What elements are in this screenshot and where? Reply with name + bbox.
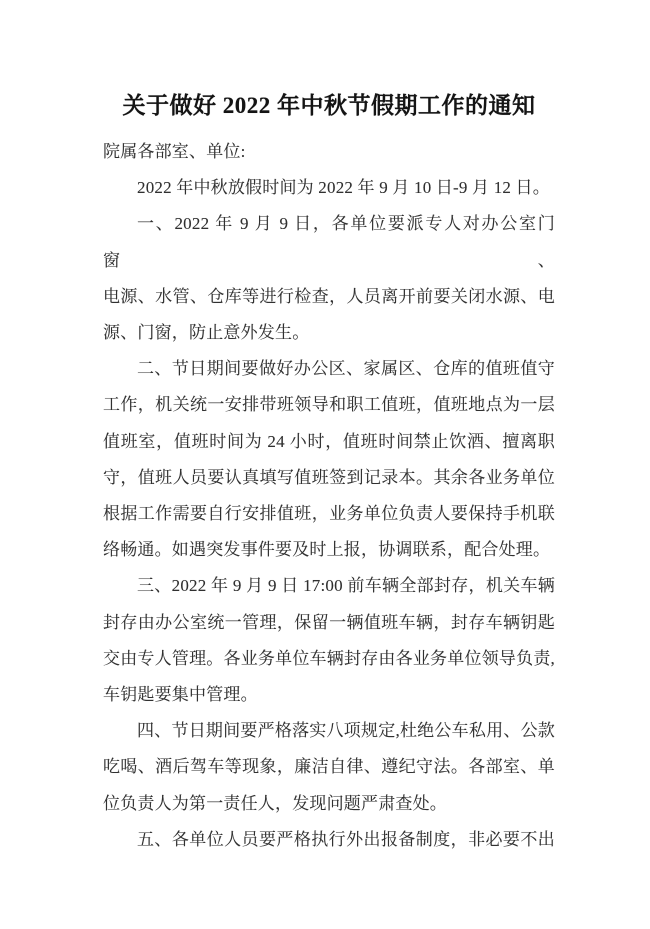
document-line: 络畅通。如遇突发事件要及时上报，协调联系，配合处理。 — [103, 540, 551, 560]
document-line: 二、节日期间要做好办公区、家属区、仓库的值班值守 — [137, 359, 555, 379]
document-line: 吃喝、酒后驾车等现象，廉洁自律、遵纪守法。各部室、单 — [103, 757, 555, 777]
document-line: 四、节日期间要严格落实八项规定,杜绝公车私用、公款 — [137, 721, 555, 741]
document-content — [103, 84, 555, 858]
document-line: 五、各单位人员要严格执行外出报备制度，非必要不出 — [137, 829, 555, 849]
document-line: 封存由办公室统一管理，保留一辆值班车辆，封存车辆钥匙 — [103, 612, 555, 632]
document-line: 源、门窗，防止意外发生。 — [103, 323, 310, 343]
document-line: 一、2022 年 9 月 9 日，各单位要派专人对办公室门窗、 — [103, 214, 555, 270]
document-line: 守，值班人员要认真填写值班签到记录本。其余各业务单位 — [103, 467, 555, 487]
document-line: 三、2022 年 9 月 9 日 17:00 前车辆全部封存，机关车辆 — [137, 576, 555, 596]
document-line: 院属各部室、单位: — [103, 142, 246, 161]
document-title: 关于做好 2022 年中秋节假期工作的通知 — [122, 93, 536, 118]
document-line: 交由专人管理。各业务单位车辆封存由各业务单位领导负责, — [103, 648, 555, 668]
document-line: 电源、水管、仓库等进行检查，人员离开前要关闭水源、电 — [103, 286, 555, 306]
document-line: 值班室，值班时间为 24 小时，值班时间禁止饮酒、擅离职 — [103, 431, 555, 451]
document-line: 车钥匙要集中管理。 — [103, 685, 258, 705]
document-line: 工作，机关统一安排带班领导和职工值班，值班地点为一层 — [103, 395, 555, 415]
document-body — [103, 134, 555, 858]
document-line: 位负责人为第一责任人，发现问题严肃查处。 — [103, 793, 447, 813]
document-line: 2022 年中秋放假时间为 2022 年 9 月 10 日-9 月 12 日。 — [137, 178, 550, 198]
document-line: 根据工作需要自行安排值班，业务单位负责人要保持手机联 — [103, 504, 555, 524]
